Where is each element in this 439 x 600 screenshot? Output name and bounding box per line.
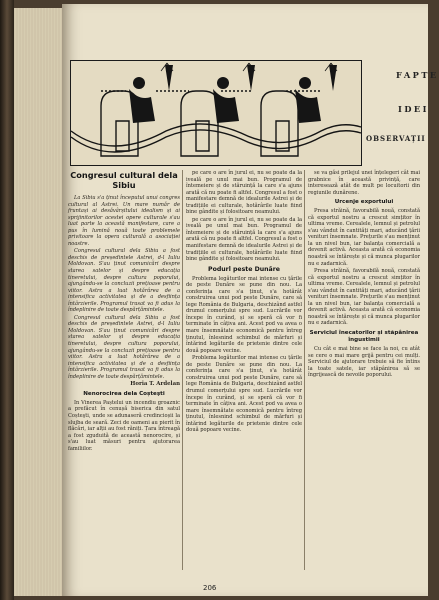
article-body-cont: pe care o are în jurul ei, nu se poate da la iveală pe unul mai bun. Programul de întemeiere și de stăruință la care s'a ajuns arată că nu poate fi altfel. Congresul a fost o manifestare demnă de idealurile Astrei și de tradițiile ei culturale, hotărârile luate fiind bine gândite și folositoare neamului. [186,216,302,263]
woodcut-banner [70,60,362,166]
article-subtitle: Serviciul înecatorilor și stăpânirea îngustimii [309,330,419,344]
article-subtitle: Podurl peste Dunăre [208,265,280,273]
article-body: Problema legăturilor mai intense cu țările de peste Dunăre se pune din nou. La conferința care s'a ținut, s'a hotărât construirea unui pod peste Dunăre, care să lege România de Bulgaria, deschizând astfel drumul comerțului spre sud. Lucrările vor începe în curând, și se speră că vor fi terminate în câțiva ani. Acest pod va avea o mare însemnătate economică pentru întreg ținutul, înlesnind schimbul de mărfuri și întărind legăturile de prietenie dintre cele două popoare vecine. [186,275,302,354]
column-rule [182,170,183,570]
article-body: In Vinerea Paștelui un incendiu groaznic a prefăcut în cenușă biserica din satul Coșteşti, unde se adunaseră credincioșii la slujba de seară. Zeci de oameni au pierit în flăcări, iar alții au fost răniți. Țara întreagă a fost zguduită de această nenorocire, și s'au luat măsuri pentru ajutorarea familiilor. [68,399,180,452]
article-signature: Horia T. Ardelan [130,381,180,388]
page-number: 206 [203,584,217,592]
column-2 [186,170,302,570]
column-rule [304,170,305,570]
article-subtitle: Nenorocirea dela Coșteşti [83,390,165,397]
article-body: Cu cât e mai bine se face la noi, cu atât se cere o mai mare grijă pentru cei mulți. Serviciul de ajutorare trebuie să fie întins la toate satele, iar stăpânirea să se îngrijească de nevoile poporului. [308,346,420,379]
article-body: Presa străină, favorabilă nouă, constată că exportul nostru a crescut simțitor în ultima vreme. Cerealele, lemnul și petrolul s'au vândut în cantități mari, aducând țării venituri însemnate. Prețurile s'au menținut la un nivel bun, iar balanța comercială a devenit activă. Aceasta arată că economia noastră se întărește și că munca plugarilor nu e zadarnică. [308,208,420,267]
article-intro: La Sibiu s'a ținut începutul unui congres cultural al Astrei. Un mare număr de fruntași ai desăvârșitului idealism și ai sprijinitorilor acestei opere culturale s'au luat parte la această manifestare, care a pus în lumină nouă toate problemele privitoare la opera culturală a asociației noastre. [68,195,180,247]
article-body: pe care o are în jurul ei, nu se poate da la iveală pe unul mai bun. Programul de întemeiere și de stăruință la care s'a ajuns arată că nu poate fi altfel. Congresul a fost o manifestare demnă de idealurile Astrei și de tradițiile ei culturale, hotărârile luate fiind bine gândite și folositoare neamului. [186,170,302,216]
article-body-cont: Congresul cultural dela Sibiu a fost deschis de președintele Astrei, d-l Iuliu Moldovan. S'au ținut comunicări despre starea satelor și despre educația tineretului, despre cultura poporului, ajungându-se la concluzii prețioase pentru viitor. Astra a luat hotărârea de a intensifica activitatea și de a desființa întârzierile. Programul trasat va fi adus la îndeplinire de toate despărțămintele. [68,314,180,380]
book-spine [0,0,14,600]
article-body-cont: Problema legăturilor mai intense cu țările de peste Dunăre se pune din nou. La conferința care s'a ținut, s'a hotărât construirea unui pod peste Dunăre, care să lege România de Bulgaria, deschizând astfel drumul comerțului spre sud. Lucrările vor începe în curând, și se speră că vor fi terminate în câțiva ani. Acest pod va avea o mare însemnătate economică pentru întreg ținutul, înlesnind schimbul de mărfuri și întărind legăturile de prietenie dintre cele două popoare vecine. [186,355,302,434]
magazine-page [62,4,439,596]
article-title: Congresul cultural dela Sibiu [70,170,178,190]
page-edges [14,8,64,596]
article-body: Congresul cultural dela Sibiu a fost deschis de președintele Astrei, d-l Iuliu Moldovan. S'au ținut comunicări despre starea satelor și despre educația tineretului, despre cultura poporului, ajungându-se la concluzii prețioase pentru viitor. Astra a luat hotărârea de a intensifica activitatea și de a desființa întârzierile. Programul trasat va fi adus la îndeplinire de toate despărțămintele. [68,248,180,314]
sidebar-word-1: FAPTE [396,70,439,80]
article-subtitle: Urcenje exportului [334,199,394,206]
sidebar-word-3: OBSERVAȚII [366,134,426,143]
woodcut-illustration [71,61,361,165]
article-body-cont: Presa străină, favorabilă nouă, constată că exportul nostru a crescut simțitor în ultima vreme. Cerealele, lemnul și petrolul s'au vândut în cantități mari, aducând țării venituri însemnate. Prețurile s'au menținut la un nivel bun, iar balanța comercială a devenit activă. Aceasta arată că economia noastră se întărește și că munca plugarilor nu e zadarnică. [308,268,420,327]
column-1 [68,170,180,570]
column-3 [308,170,420,570]
sidebar-word-2: IDEI [398,104,430,114]
article-body: se va găsi prilejul unei înțelegeri cât mai grabnice în această privință, care interesează atât de mult pe locuitorii din regiunile dunărene. [308,170,420,196]
